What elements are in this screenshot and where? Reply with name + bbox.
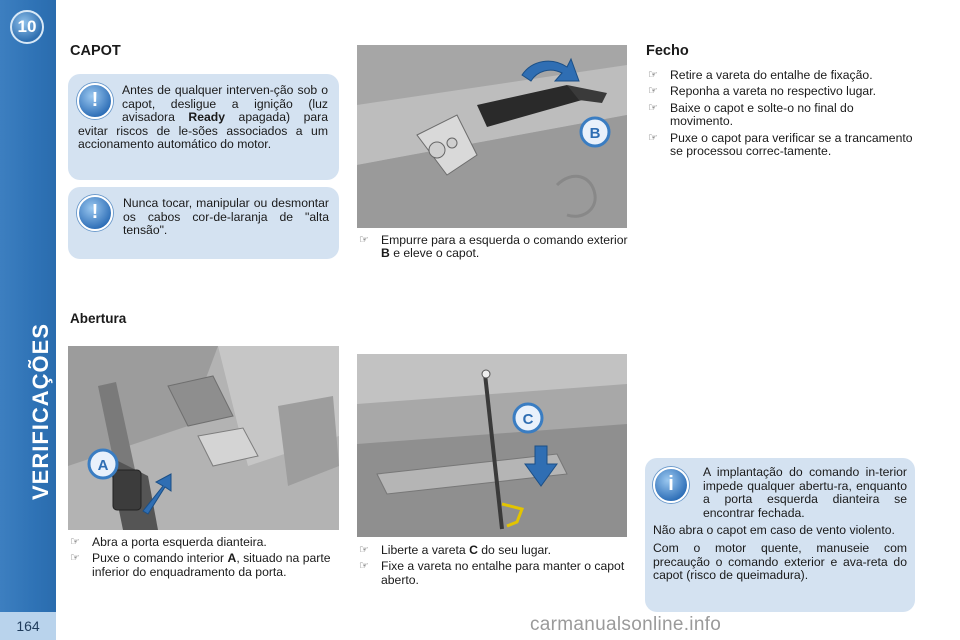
- info-icon: i: [653, 467, 689, 503]
- warning-icon: !: [77, 83, 113, 119]
- ready-keyword: Ready: [188, 110, 225, 125]
- label-c-marker: C: [522, 411, 534, 428]
- info-paragraph-1: A implantação do comando in-terior impede qualquer abertu-ra, enquanto a porta esquerda dianteira se encontrar fechada.: [703, 465, 907, 520]
- support-rod-illustration: [357, 354, 627, 537]
- chapter-sidebar: [0, 0, 56, 640]
- watermark: carmanualsonline.info: [530, 614, 722, 635]
- list-item: ☞ Empurre para a esquerda o comando exterior B e eleve o capot.: [359, 233, 628, 261]
- chapter-number-badge: 10: [10, 10, 44, 44]
- warning-high-voltage-text: Nunca tocar, manipular ou desmontar os cabos cor-de-laranja de "alta tensão".: [123, 196, 329, 238]
- warning-ignition-text: Antes de qualquer interven-ção sob o capot, desligue a ignição (luz avisadora: [122, 83, 328, 125]
- photo-exterior-release-lever: [357, 45, 627, 228]
- list-item: ☞ Baixe o capot e solte-o no final do movimento.: [648, 100, 854, 129]
- page-number: 164: [0, 612, 56, 640]
- photo-support-rod: [357, 354, 627, 537]
- exterior-release-illustration: [357, 45, 627, 228]
- photo-interior-release-handle: [68, 346, 339, 530]
- open-exterior-step: [359, 234, 629, 264]
- heading-capot: CAPOT: [70, 43, 121, 59]
- list-item: ☞ Fixe a vareta no entalhe para manter o capot aberto.: [359, 559, 625, 587]
- hand-pointer-icon: ☞: [648, 69, 658, 81]
- warning-box-ignition: [68, 74, 339, 180]
- list-item: ☞ Abra a porta esquerda dianteira.: [70, 535, 267, 549]
- section-title: VERIFICAÇÕES: [28, 322, 53, 500]
- info-box: [645, 458, 915, 612]
- support-rod-steps: [359, 544, 629, 590]
- list-item: ☞ Retire a vareta do entalhe de fixação.: [648, 68, 873, 82]
- info-paragraph-2: Não abra o capot em caso de vento violento.: [653, 523, 895, 538]
- hand-pointer-icon: ☞: [648, 85, 658, 98]
- hand-pointer-icon: ☞: [359, 560, 369, 573]
- hand-pointer-icon: ☞: [648, 131, 658, 144]
- hand-pointer-icon: ☞: [359, 544, 369, 556]
- heading-abertura: Abertura: [70, 311, 127, 326]
- list-item: ☞ Puxe o capot para verificar se a trancamento se processou correc-tamente.: [648, 130, 913, 159]
- list-item: ☞ Puxe o comando interior A, situado na parte inferior do enquadramento da porta.: [70, 551, 331, 579]
- fecho-steps: [648, 69, 914, 161]
- abertura-steps: [70, 536, 338, 582]
- label-b-marker: B: [589, 125, 601, 142]
- info-paragraph-3: Com o motor quente, manuseie com precaução o comando exterior e ava-reta do capot (risco de queimadura).: [653, 540, 907, 583]
- hand-pointer-icon: ☞: [359, 234, 369, 246]
- hand-pointer-icon: ☞: [70, 552, 80, 565]
- warning-ignition-text-rest: apagada) para evitar riscos de le-sões associados a um accionamento automático do motor.: [78, 110, 328, 152]
- hand-pointer-icon: ☞: [648, 101, 658, 114]
- label-a-marker: A: [97, 457, 109, 474]
- warning-icon: !: [77, 195, 113, 231]
- heading-fecho: Fecho: [646, 43, 689, 59]
- interior-release-illustration: [68, 346, 339, 530]
- warning-box-high-voltage: [68, 187, 339, 259]
- list-item: ☞ Reponha a vareta no respectivo lugar.: [648, 84, 876, 99]
- list-item: ☞ Liberte a vareta C do seu lugar.: [359, 543, 552, 557]
- hand-pointer-icon: ☞: [70, 536, 80, 548]
